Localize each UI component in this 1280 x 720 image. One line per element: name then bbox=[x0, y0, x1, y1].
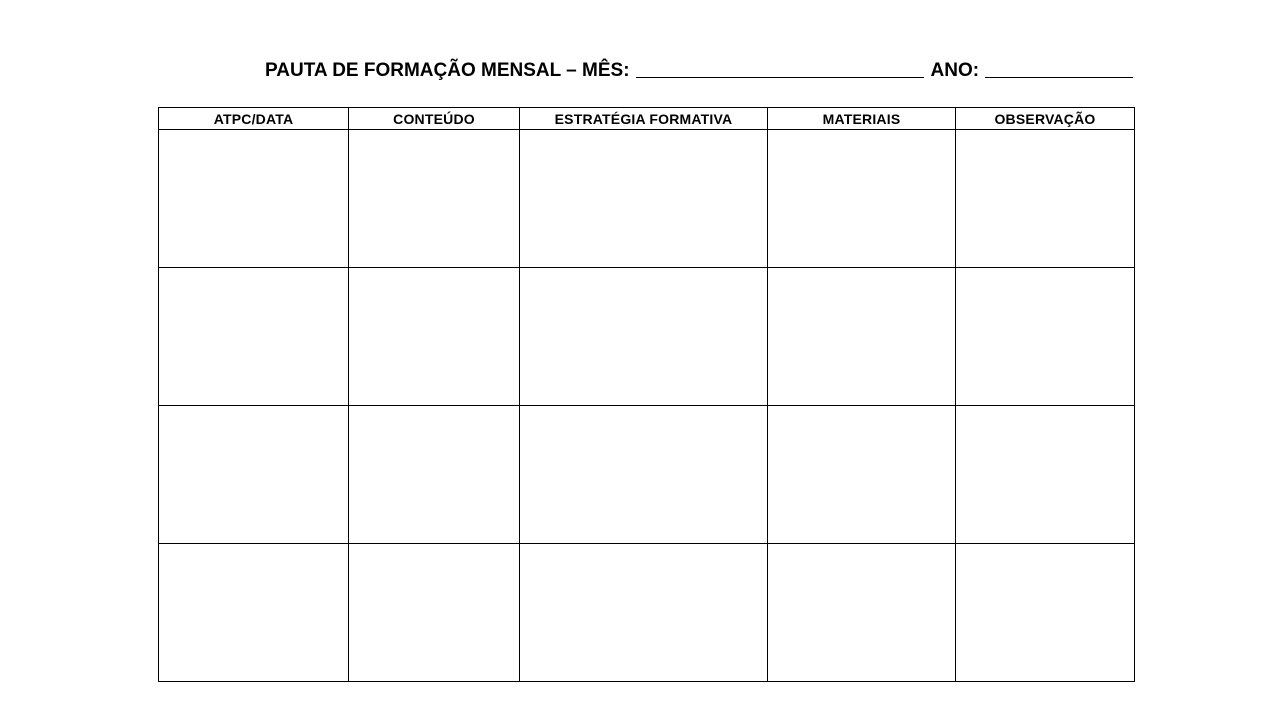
table-header-row bbox=[159, 108, 1135, 130]
month-blank-line[interactable] bbox=[636, 61, 924, 78]
table-cell[interactable] bbox=[956, 406, 1135, 544]
table-cell[interactable] bbox=[956, 268, 1135, 406]
column-header-estrategia-formativa: ESTRATÉGIA FORMATIVA bbox=[520, 108, 768, 130]
table-cell[interactable] bbox=[159, 406, 349, 544]
table-cell[interactable] bbox=[159, 130, 349, 268]
table-cell[interactable] bbox=[520, 406, 768, 544]
table-cell[interactable] bbox=[349, 406, 520, 544]
column-header-observacao: OBSERVAÇÃO bbox=[956, 108, 1135, 130]
table-cell[interactable] bbox=[520, 130, 768, 268]
table-row bbox=[159, 268, 1135, 406]
table-cell[interactable] bbox=[956, 130, 1135, 268]
table-row bbox=[159, 130, 1135, 268]
table-cell[interactable] bbox=[956, 544, 1135, 682]
table-cell[interactable] bbox=[768, 406, 956, 544]
table-cell[interactable] bbox=[520, 544, 768, 682]
table-cell[interactable] bbox=[768, 544, 956, 682]
training-schedule-table bbox=[158, 107, 1135, 682]
table-row bbox=[159, 544, 1135, 682]
table-cell[interactable] bbox=[159, 268, 349, 406]
table-row bbox=[159, 406, 1135, 544]
year-blank-line[interactable] bbox=[985, 61, 1133, 78]
table-cell[interactable] bbox=[768, 130, 956, 268]
table-cell[interactable] bbox=[349, 130, 520, 268]
page-title-row bbox=[265, 57, 1133, 81]
table-cell[interactable] bbox=[159, 544, 349, 682]
table-cell[interactable] bbox=[349, 268, 520, 406]
page-title: PAUTA DE FORMAÇÃO MENSAL – MÊS: bbox=[265, 60, 630, 81]
table-cell[interactable] bbox=[349, 544, 520, 682]
column-header-conteudo: CONTEÚDO bbox=[349, 108, 520, 130]
table-cell[interactable] bbox=[768, 268, 956, 406]
year-label: ANO: bbox=[930, 60, 980, 81]
column-header-materiais: MATERIAIS bbox=[768, 108, 956, 130]
table-cell[interactable] bbox=[520, 268, 768, 406]
column-header-atpc-data: ATPC/DATA bbox=[159, 108, 349, 130]
